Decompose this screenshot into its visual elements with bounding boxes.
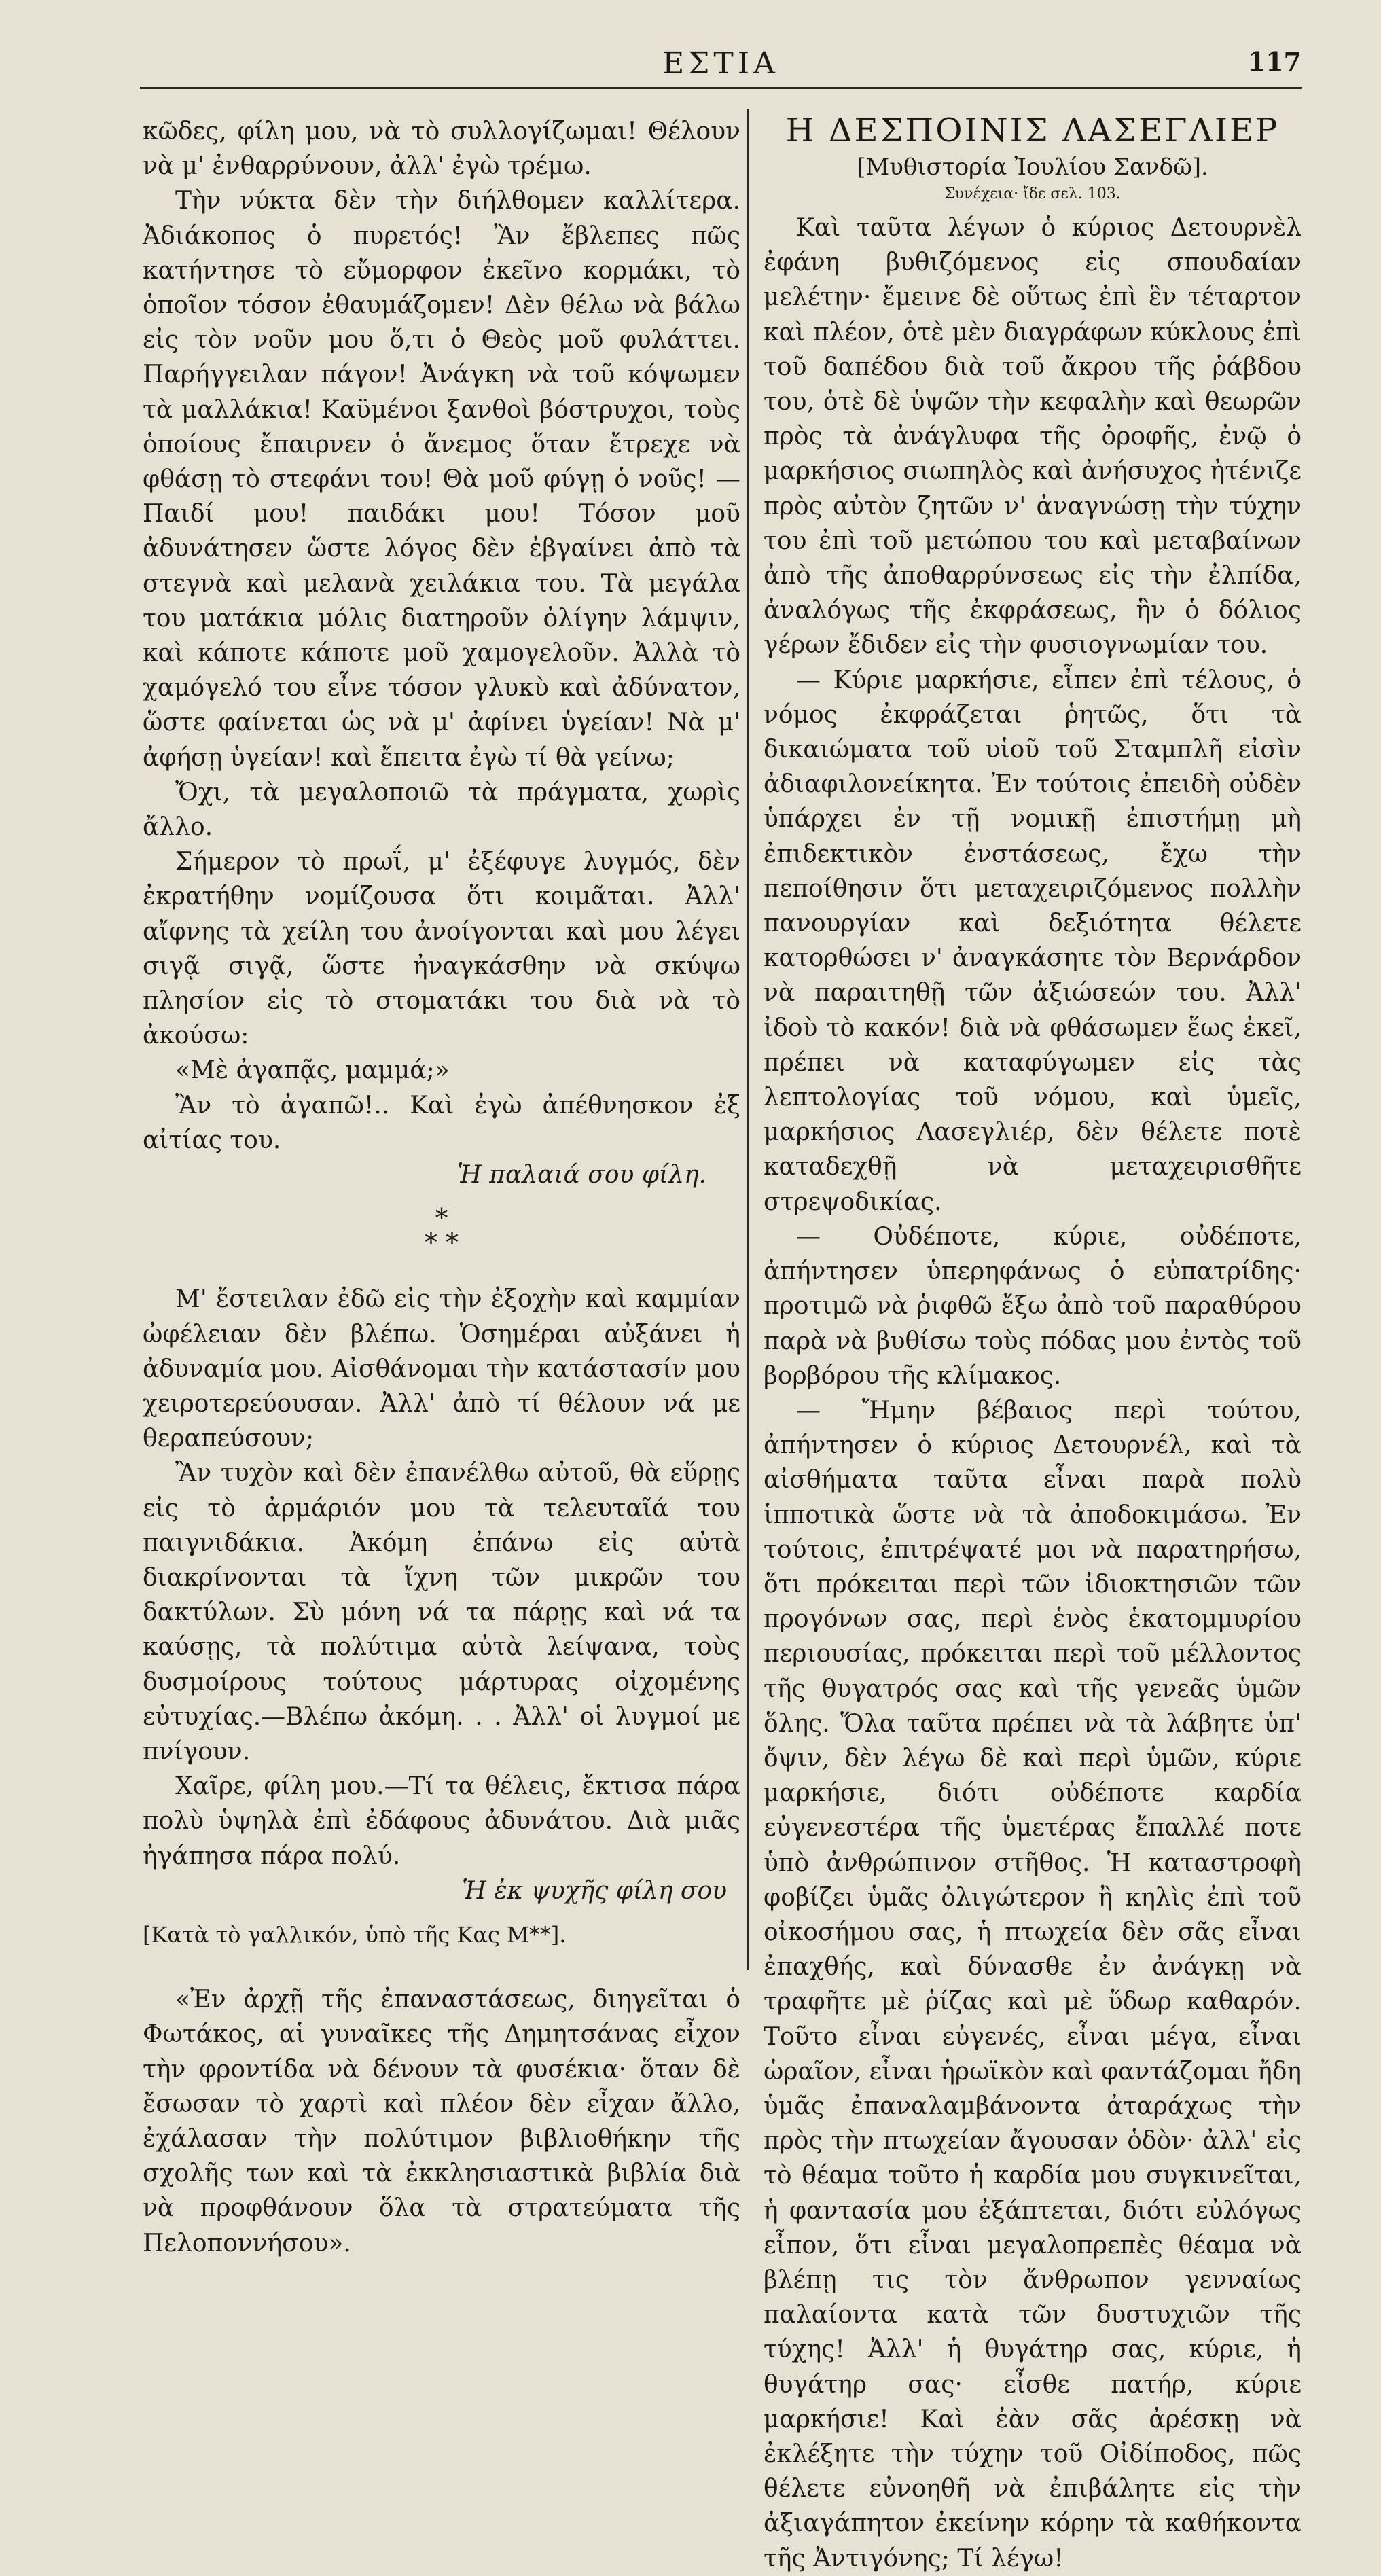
paragraph: Τὴν νύκτα δὲν τὴν διήλθομεν καλλίτερα. Ἀδιάκοπος ὁ πυρετός! Ἂν ἔβλεπες πῶς κατήντησε τὸ εὔμορφον ἐκεῖνο κορμάκι, τὸ ὁποῖον τόσον ἐθαυμάζομεν! Δὲν θέλω νὰ βάλω εἰς τὸν νοῦν μου ὅ,τι ὁ Θεὸς μοῦ φυλάττει. Παρήγγειλαν πάγον! Ἀνάγκη νὰ τοῦ κόψωμεν τὰ μαλλάκια! Καϋμένοι ξανθοὶ βόστρυχοι, τοὺς ὁποίους ἔπαιρνεν ὁ ἄνεμος ὅταν ἔτρεχε νὰ φθάσῃ τὸ στεφάνι του! Θὰ μοῦ φύγῃ ὁ νοῦς! —Παιδί μου! παιδάκι μου! Τόσον μοῦ ἀδυνάτησεν ὥστε λόγος δὲν ἐβγαίνει ἀπὸ τὰ στεγνὰ καὶ μελανὰ χειλάκια του. Τὰ μεγάλα του ματάκια μόλις διατηροῦν ὀλίγην λάμψιν, καὶ κάποτε κάποτε μοῦ χαμογελοῦν. Ἀλλὰ τὸ χαμόγελό του εἶνε τόσον γλυκὺ καὶ ἀδύνατον, ὥστε φαίνεται ὡς νὰ μ' ἀφίνει ὑγείαν! Νὰ μ' ἀφήσῃ ὑγείαν! καὶ ἔπειτα ἐγὼ τί θὰ γείνω; xyxy=(143,187,740,772)
paragraph: — Οὐδέποτε, κύριε, οὐδέποτε, ἀπήντησεν ὑπερηφάνως ὁ εὐπατρίδης· προτιμῶ νὰ ῥιφθῶ ἔξω ἀπὸ τοῦ παραθύρου παρὰ νὰ βυθίσω τοὺς πόδας μου ἐντὸς τοῦ βορβόρου τῆς κλίμακος. xyxy=(764,1222,1302,1390)
left-column xyxy=(143,114,740,2261)
paragraph: κῶδες, φίλη μου, νὰ τὸ συλλογίζωμαι! Θέλουν νὰ μ' ἐνθαρρύνουν, ἀλλ' ἐγὼ τρέμω. xyxy=(143,118,740,181)
paragraph: — Ἤμην βέβαιος περὶ τούτου, ἀπήντησεν ὁ κύριος Δετουρνέλ, καὶ τὰ αἰσθήματα ταῦτα εἶναι παρὰ πολὺ ἱπποτικὰ ὥστε νὰ τὰ ἀποδοκιμάσω. Ἐν τούτοις, ἐπιτρέψατέ μοι νὰ παρατηρήσω, ὅτι πρόκειται περὶ τῶν ἰδιοκτησιῶν τῶν προγόνων σας, περὶ ἑνὸς ἑκατομμυρίου περιουσίας, πρόκειται περὶ τοῦ μέλλοντος τῆς θυγατρός σας καὶ τῆς γενεᾶς ὑμῶν ὅλης. Ὅλα ταῦτα πρέπει νὰ τὰ λάβητε ὑπ' ὄψιν, δὲν λέγω δὲ καὶ περὶ ὑμῶν, κύριε μαρκήσιε, διότι οὐδέποτε καρδία εὐγενεστέρα τῆς ὑμετέρας ἔπαλλέ ποτε ὑπὸ ἀνθρώπινον στῆθος. Ἡ καταστροφὴ φοβίζει ὑμᾶς ὀλιγώτερον ἢ κηλὶς ἐπὶ τοῦ οἰκοσήμου σας, ἡ πτωχεία δὲν σᾶς εἶναι ἐπαχθής, καὶ δύνασθε ἐν ἀνάγκῃ νὰ τραφῆτε μὲ ῥίζας καὶ μὲ ὕδωρ καθαρόν. Τοῦτο εἶναι εὐγενές, εἶναι μέγα, εἶναι ὡραῖον, εἶναι ἡρωϊκὸν καὶ φαντάζομαι ἤδη ὑμᾶς ἐπαναλαμβάνοντα ἀταράχως τὴν πρὸς τὴν πτωχείαν ἄγουσαν ὁδὸν· ἀλλ' εἰς τὸ θέαμα τοῦτο ἡ καρδία μου συγκινεῖται, ἡ φαντασία μου ἐξάπτεται, διότι εὐλόγως εἶπον, ὅτι εἶναι μεγαλοπρεπὲς θέαμα νὰ βλέπῃ τις τὸν ἄνθρωπον γενναίως παλαίοντα κατὰ τῶν δυστυχιῶν τῆς τύχης! Ἀλλ' ἡ θυγάτηρ σας, κύριε, ἡ θυγάτηρ σας· εἶσθε πατήρ, κύριε μαρκήσιε! Καὶ ἐὰν σᾶς ἀρέσκῃ νὰ ἐκλέξητε τὴν τύχην τοῦ Οἰδίποδος, πῶς θέλετε εὐνοηθῆ νὰ ἐπιβάλητε εἰς τὴν ἀξιαγάπητον ἐκείνην κόρην τὰ καθήκοντα τῆς Ἀντιγόνης; Τί λέγω! xyxy=(764,1396,1302,2573)
signature: Ἡ ἐκ ψυχῆς φίλη σου xyxy=(462,1876,727,1905)
paragraph: Σήμερον τὸ πρωΐ, μ' ἐξέφυγε λυγμός, δὲν ἐκρατήθην νομίζουσα ὅτι κοιμᾶται. Ἀλλ' αἴφνης τὰ χείλη του ἀνοίγονται καὶ μου λέγει σιγᾷ σιγᾷ, ὥστε ἠναγκάσθην νὰ σκύψω πλησίον εἰς τὸ στοματάκι του διὰ νὰ τὸ ἀκούσω: xyxy=(143,848,740,1050)
page-header xyxy=(140,42,1302,86)
header-rule xyxy=(140,87,1302,89)
journal-title: ΕΣΤΙΑ xyxy=(662,46,779,81)
translator-note: [Κατὰ τὸ γαλλικόν, ὑπὸ τῆς Κας Μ**]. xyxy=(143,1921,567,1948)
section-break-asterism: * * * xyxy=(424,1203,459,1258)
column-divider xyxy=(747,109,749,1970)
paragraph: «Ἐν ἀρχῇ τῆς ἐπαναστάσεως, διηγεῖται ὁ Φωτάκος, αἱ γυναῖκες τῆς Δημητσάνας εἶχον τὴν φροντίδα νὰ δένουν τὰ φυσέκια· ὅταν δὲ ἔσωσαν τὸ χαρτὶ καὶ πλέον δὲν εἶχαν ἄλλο, ἐχάλασαν τὴν πολύτιμον βιβλιοθήκην τῆς σχολῆς των καὶ τὰ ἐκκλησιαστικὰ βιβλία διὰ νὰ προφθάνουν ὅλα τὰ στρατεύματα τῆς Πελοποννήσου». xyxy=(143,1986,740,2257)
quote-line: «Μὲ ἀγαπᾷς, μαμμά;» xyxy=(175,1056,450,1085)
paragraph: Ὄχι, τὰ μεγαλοποιῶ τὰ πράγματα, χωρὶς ἄλλο. xyxy=(143,778,740,842)
paragraph: Καὶ ταῦτα λέγων ὁ κύριος Δετουρνὲλ ἐφάνη βυθιζόμενος εἰς σπουδαίαν μελέτην· ἔμεινε δὲ οὕτως ἐπὶ ἓν τέταρτον καὶ πλέον, ὁτὲ μὲν διαγράφων κύκλους ἐπὶ τοῦ δαπέδου διὰ τοῦ ἄκρου τῆς ῥάβδου του, ὁτὲ δὲ ὑψῶν τὴν κεφαλὴν καὶ θεωρῶν πρὸς τὰ ἀνάγλυφα τῆς ὀροφῆς, ἐνῷ ὁ μαρκήσιος σιωπηλὸς καὶ ἀνήσυχος ἠτένιζε πρὸς αὐτὸν ζητῶν ν' ἀναγνώσῃ τὴν τύχην του ἐπὶ τοῦ μετώπου του καὶ μεταβαίνων ἀπὸ τῆς ἀποθαρρύνσεως εἰς τὴν ἐλπίδα, ἀναλόγως τῆς ἐκφράσεως, ἣν ὁ δόλιος γέρων ἔδιδεν εἰς τὴν φυσιογνωμίαν του. xyxy=(764,214,1302,660)
article-subtitle: [Μυθιστορία Ἰουλίου Σανδῶ]. xyxy=(857,154,1208,181)
continuation-note: Συνέχεια· ἴδε σελ. 103. xyxy=(944,185,1121,202)
paragraph: Μ' ἔστειλαν ἐδῶ εἰς τὴν ἐξοχὴν καὶ καμμίαν ὠφέλειαν δὲν βλέπω. Ὁσημέραι αὐξάνει ἡ ἀδυναμία μου. Αἰσθάνομαι τὴν κατάστασίν μου χειροτερεύουσαν. Ἀλλ' ἀπὸ τί θέλουν νά με θεραπεύσουν; xyxy=(143,1285,740,1453)
article-title: Η ΔΕΣΠΟΙΝΙΣ ΛΑΣΕΓΛΙΕΡ xyxy=(785,111,1280,149)
paragraph: — Κύριε μαρκήσιε, εἶπεν ἐπὶ τέλους, ὁ νόμος ἐκφράζεται ῥητῶς, ὅτι τὰ δικαιώματα τοῦ υἱοῦ τοῦ Σταμπλῆ εἰσὶν ἀδιαφιλονείκητα. Ἐν τούτοις ἐπειδὴ οὐδὲν ὑπάρχει ἐν τῇ νομικῇ ἐπιστήμῃ μὴ ἐπιδεκτικὸν ἐνστάσεως, ἔχω τὴν πεποίθησιν ὅτι μεταχειριζόμενος πολλὴν πανουργίαν καὶ δεξιότητα θέλετε κατορθώσει ν' ἀναγκάσητε τὸν Βερνάρδον νὰ παραιτηθῇ τῶν ἀξιώσεών του. Ἀλλ' ἰδοὺ τὸ κακόν! διὰ νὰ φθάσωμεν ἕως ἐκεῖ, πρέπει νὰ καταφύγωμεν εἰς τὰς λεπτολογίας τοῦ νόμου, καὶ ὑμεῖς, μαρκήσιος Λασεγλιέρ, δὲν θέλετε ποτὲ καταδεχθῇ νὰ μεταχειρισθῆτε στρεψοδικίας. xyxy=(764,666,1302,1216)
page-number: 117 xyxy=(1247,46,1302,77)
right-column xyxy=(764,111,1302,2576)
paragraph: Ἂν τὸ ἀγαπῶ!.. Καὶ ἐγὼ ἀπέθνησκον ἐξ αἰτίας του. xyxy=(143,1091,740,1154)
paragraph: Χαῖρε, φίλη μου.—Τί τα θέλεις, ἔκτισα πάρα πολὺ ὑψηλὰ ἐπὶ ἐδάφους ἀδυνάτου. Διὰ μιᾶς ἠγάπησα πάρα πολύ. xyxy=(143,1772,740,1870)
paragraph: Ἂν τυχὸν καὶ δὲν ἐπανέλθω αὐτοῦ, θὰ εὕρῃς εἰς τὸ ἀρμάριόν μου τὰ τελευταῖά του παιγνιδάκια. Ἀκόμη ἐπάνω εἰς αὐτὰ διακρίνονται τὰ ἴχνη τῶν μικρῶν του δακτύλων. Σὺ μόνη νά τα πάρῃς καὶ νά τα καύσῃς, τὰ πολύτιμα αὐτὰ λείψανα, τοὺς δυσμοίρους τούτους μάρτυρας οἰχομένης εὐτυχίας.—Βλέπω ἀκόμη. . . Ἀλλ' οἱ λυγμοί με πνίγουν. xyxy=(143,1459,740,1766)
signature: Ἡ παλαιά σου φίλη. xyxy=(457,1161,706,1189)
